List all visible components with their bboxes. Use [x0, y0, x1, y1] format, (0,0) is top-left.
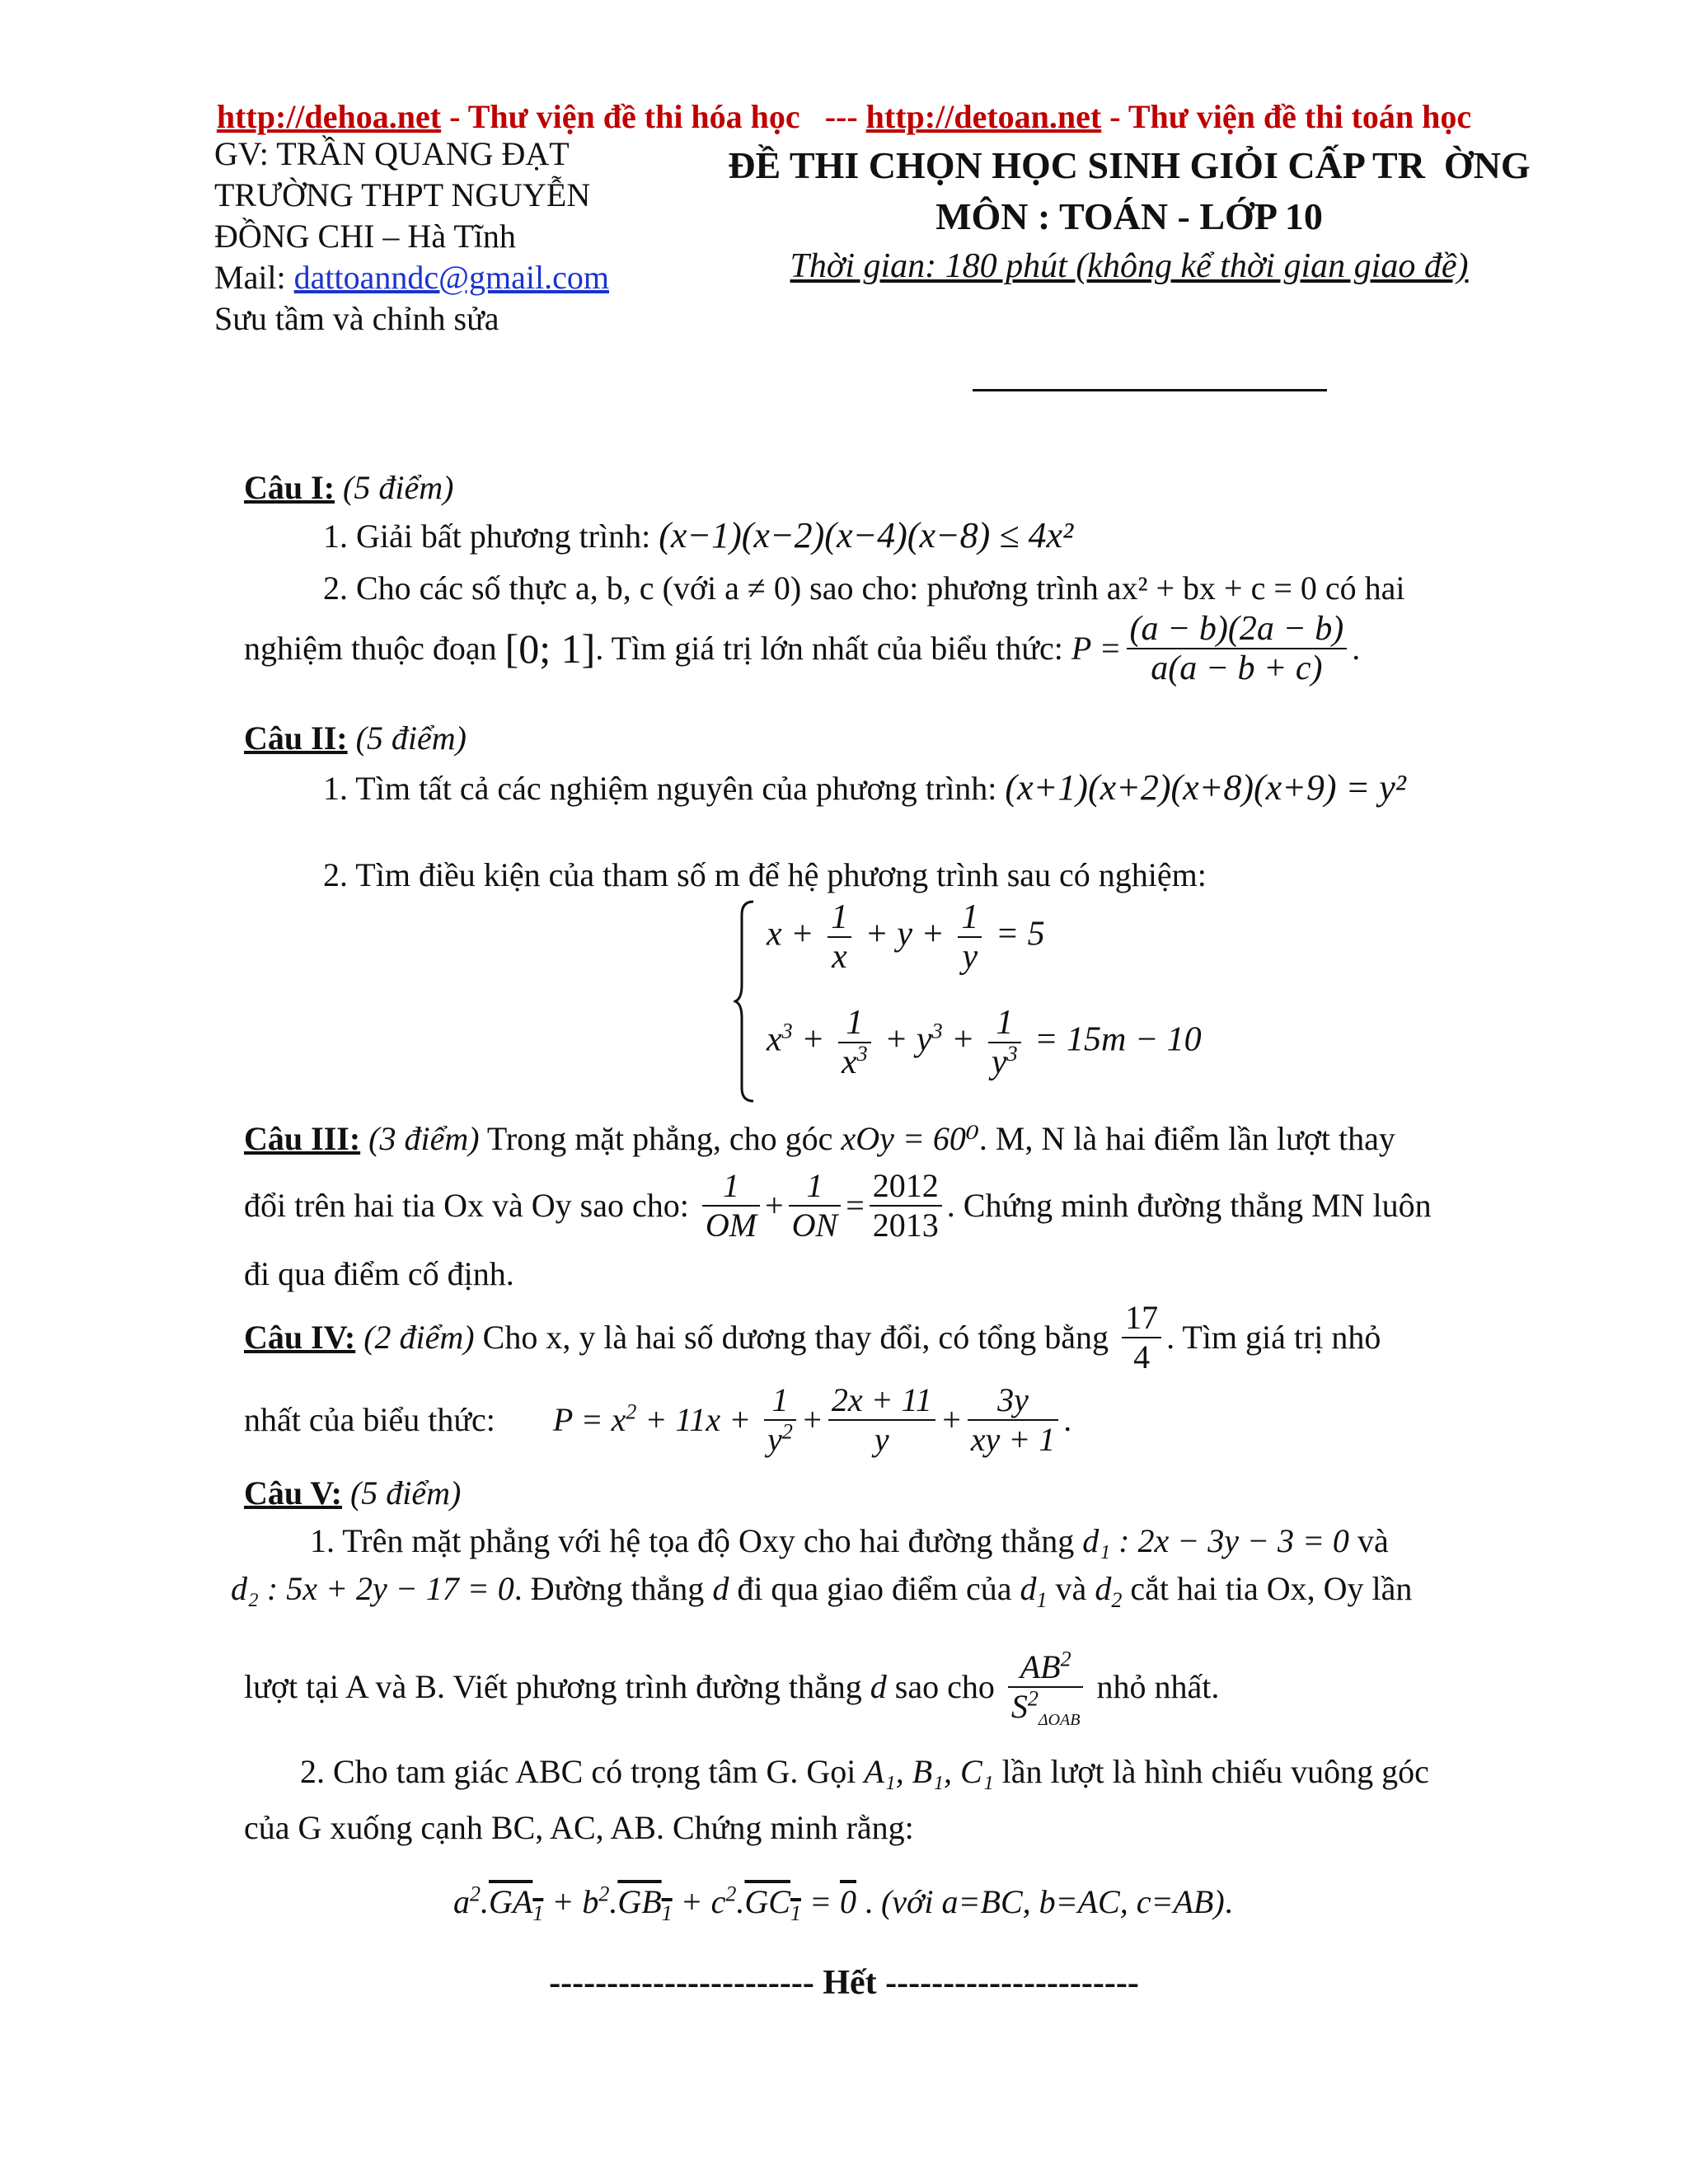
exam-time: Thời gian: 180 phút (không kể thời gian giao đề) — [790, 247, 1469, 285]
q3-frac-om: $\frac{1}{OM}$ — [702, 1167, 760, 1244]
q3-text5: đi qua điểm cố định. — [244, 1255, 514, 1292]
author-line-2: TRƯỜNG THPT NGUYỄN — [214, 176, 591, 213]
q3-line3 — [244, 1251, 1530, 1297]
q5-item1-line2: d₂ : 5x + 2y − 17 = 0. Đường thẳng d đi qua giao điểm của $d_1$ và $d_2$ cắt hai tia Ox, Oy lần — [231, 1570, 1413, 1612]
banner-separator: --- — [799, 98, 866, 135]
q5-vector-eq: $a^2.GA_1 + b^2.GB_1 + c^2.GC_1 = 0$ . (với a=BC, b=AC, c=AB). — [453, 1882, 1233, 1925]
q3-points: (3 điểm) — [360, 1120, 480, 1157]
q5-item2-line2 — [244, 1805, 1530, 1851]
q2-header — [244, 715, 1530, 762]
q4-expr: $P = x^2 + 11x$ + — [552, 1399, 760, 1438]
q5-item2-text2: lần lượt là hình chiếu vuông góc — [993, 1753, 1429, 1790]
top-banner — [0, 97, 1688, 136]
q1-interval: [0; 1] — [504, 626, 596, 672]
q5-item2-points: A₁, B₁, C₁ — [864, 1753, 994, 1790]
equation-system — [734, 898, 1202, 1104]
q4-line1 — [244, 1299, 1530, 1376]
q4-label: Câu IV: — [244, 1319, 356, 1356]
q1-header — [244, 465, 1530, 511]
q1-num: (a − b)(2a − b) — [1127, 610, 1348, 649]
q2-label: Câu II: — [244, 719, 348, 757]
q1-item2-text2: nghiệm thuộc đoạn — [244, 630, 505, 667]
q1-item2-cont: nghiệm thuộc đoạn [0; 1]. Tìm giá trị lớn nhất của biểu thức: P = $\frac{(a - b)(2a - b)}{a(a - b + c)}$ . — [244, 610, 1361, 687]
q5-header — [244, 1470, 1530, 1516]
q5-item1-text2: . Đường thẳng — [513, 1570, 713, 1607]
footer-dashes-right: ---------------------- — [885, 1964, 1139, 2002]
q5-item1-text5: lượt tại A và B. Viết phương trình đường thẳng — [244, 1668, 870, 1705]
q2-item1-math: (x+1)(x+2)(x+8)(x+9) = y² — [1005, 767, 1406, 808]
q3-angle: xOy = 60⁰ — [841, 1120, 979, 1157]
q5-d1: d₁ : 2x − 3y − 3 = 0 — [1082, 1522, 1349, 1559]
q1-den: a(a − b + c) — [1151, 649, 1323, 687]
banner-text-1: - Thư viện đề thi hóa học — [441, 98, 800, 135]
author-line-1: GV: TRẦN QUANG ĐẠT — [214, 135, 570, 172]
q1-label: Câu I: — [244, 469, 335, 506]
dehoa-link[interactable]: http://dehoa.net — [216, 98, 442, 135]
q4-text3: nhất của biểu thức: — [244, 1401, 504, 1438]
system-eq-2: $x^3$ + $\frac{1}{x^3}$ + $y^3$ + $\frac{1}{y^3}$ = 15m − 10 — [767, 1004, 1202, 1081]
exam-title — [692, 140, 1566, 290]
q5-item1-text7: nhỏ nhất. — [1088, 1668, 1220, 1705]
q2-item2 — [323, 852, 1609, 898]
q5-item1-line3: lượt tại A và B. Viết phương trình đường thẳng d sao cho $\frac{AB^2}{S^2_{\Delta OAB}}$ nhỏ nhất. — [244, 1647, 1220, 1729]
q4-sum-frac: $\frac{17}{4}$ — [1122, 1299, 1161, 1376]
q2-item1 — [323, 765, 1609, 812]
author-block — [214, 134, 609, 340]
q5-item2-note: (với a=BC, b=AC, c=AB) — [880, 1883, 1225, 1920]
q5-item1-text4: cắt hai tia Ox, Oy lần — [1122, 1570, 1413, 1607]
q4-text2: . Tìm giá trị nhỏ — [1166, 1319, 1381, 1356]
q5-item2-line1 — [300, 1749, 1586, 1795]
q5-item2-text1: 2. Cho tam giác ABC có trọng tâm G. Gọi — [300, 1753, 865, 1790]
q4-line2: nhất của biểu thức: $P = x^2 + 11x$ + $\frac{1}{y^2}$ + $\frac{2x + 11}{y}$ + $\frac{3y}{xy + 1}$ . — [244, 1381, 1072, 1458]
q1-points: (5 điểm) — [335, 469, 454, 506]
author-line-5: Sưu tầm và chỉnh sửa — [214, 300, 499, 337]
q5-and: và — [1348, 1522, 1389, 1559]
q5-item1-text3: đi qua giao điểm của — [729, 1570, 1020, 1607]
q3-text3: đổi trên hai tia Ox và Oy sao cho: — [244, 1187, 697, 1224]
detoan-link[interactable]: http://detoan.net — [865, 98, 1102, 135]
q5-item1-text6: sao cho — [886, 1668, 1003, 1705]
q3-text1: Trong mặt phẳng, cho góc — [479, 1120, 842, 1157]
q1-item2-text: 2. Cho các số thực a, b, c (với a ≠ 0) sao cho: phương trình ax² + bx + c = 0 có hai — [323, 569, 1405, 607]
q1-item1-math: (x−1)(x−2)(x−4)(x−8) ≤ 4x² — [659, 515, 1074, 555]
title-line-1: ĐỀ THI CHỌN HỌC SINH GIỎI CẤP TR ỜNG — [728, 144, 1531, 186]
q3-frac-rhs: $\frac{2012}{2013}$ — [870, 1167, 942, 1244]
q2-item1-text: 1. Tìm tất cả các nghiệm nguyên của phương trình: — [323, 770, 1006, 807]
title-divider — [973, 389, 1327, 391]
q1-item2-text3: . Tìm giá trị lớn nhất của biểu thức: — [595, 630, 1071, 667]
footer-dashes-left: ----------------------- — [549, 1964, 814, 2002]
q5-item2-text3: của G xuống cạnh BC, AC, AB. Chứng minh rằng: — [244, 1809, 914, 1846]
q5-ratio: $\frac{AB^2}{S^2_{\Delta OAB}}$ — [1008, 1648, 1084, 1726]
q1-fraction — [1127, 610, 1348, 687]
q3-line2: đổi trên hai tia Ox và Oy sao cho: $\frac{1}{OM}$ + $\frac{1}{ON}$ = $\frac{2012}{2013}$ . Chứng minh đường thẳng MN luôn — [244, 1167, 1432, 1244]
q5-label: Câu V: — [244, 1474, 342, 1511]
system-brace — [734, 898, 758, 1104]
mail-label: Mail: — [214, 259, 294, 296]
q4-points: (2 điểm) — [355, 1319, 475, 1356]
q4-text1: Cho x, y là hai số dương thay đổi, có tổng bằng — [474, 1319, 1118, 1356]
footer-end-text: Hết — [814, 1964, 886, 2002]
q1-P: P = — [1071, 630, 1122, 667]
author-line-3: ĐỒNG CHI – Hà Tĩnh — [214, 218, 516, 255]
q2-points: (5 điểm) — [347, 719, 467, 757]
footer-end — [0, 1963, 1688, 2003]
q2-item2-text: 2. Tìm điều kiện của tham số m để hệ phương trình sau có nghiệm: — [323, 856, 1207, 893]
q3-label: Câu III: — [244, 1120, 361, 1157]
q3-line1 — [244, 1116, 1530, 1162]
q1-item2 — [323, 565, 1609, 612]
mail-link[interactable]: dattoanndc@gmail.com — [293, 259, 609, 296]
system-eq-1: x + $\frac{1}{x}$ + y + $\frac{1}{y}$ = 5 — [767, 898, 1045, 976]
q1-item1-text: 1. Giải bất phương trình: — [323, 518, 659, 555]
q1-item1 — [323, 513, 1609, 560]
author-mail — [214, 257, 609, 298]
q3-text4: . Chứng minh đường thẳng MN luôn — [946, 1187, 1432, 1224]
q5-item1-text1: 1. Trên mặt phẳng với hệ tọa độ Oxy cho hai đường thẳng — [310, 1522, 1083, 1559]
title-line-2: MÔN : TOÁN - LỚP 10 — [935, 195, 1323, 237]
q5-points: (5 điểm) — [341, 1474, 462, 1511]
q3-frac-on: $\frac{1}{ON}$ — [789, 1167, 842, 1244]
q3-text2: . M, N là hai điểm lần lượt thay — [978, 1120, 1395, 1157]
q5-item1-line1 — [310, 1518, 1596, 1564]
q5-d2: d₂ : 5x + 2y − 17 = 0 — [231, 1570, 514, 1607]
banner-text-2: - Thư viện đề thi toán học — [1101, 98, 1472, 135]
